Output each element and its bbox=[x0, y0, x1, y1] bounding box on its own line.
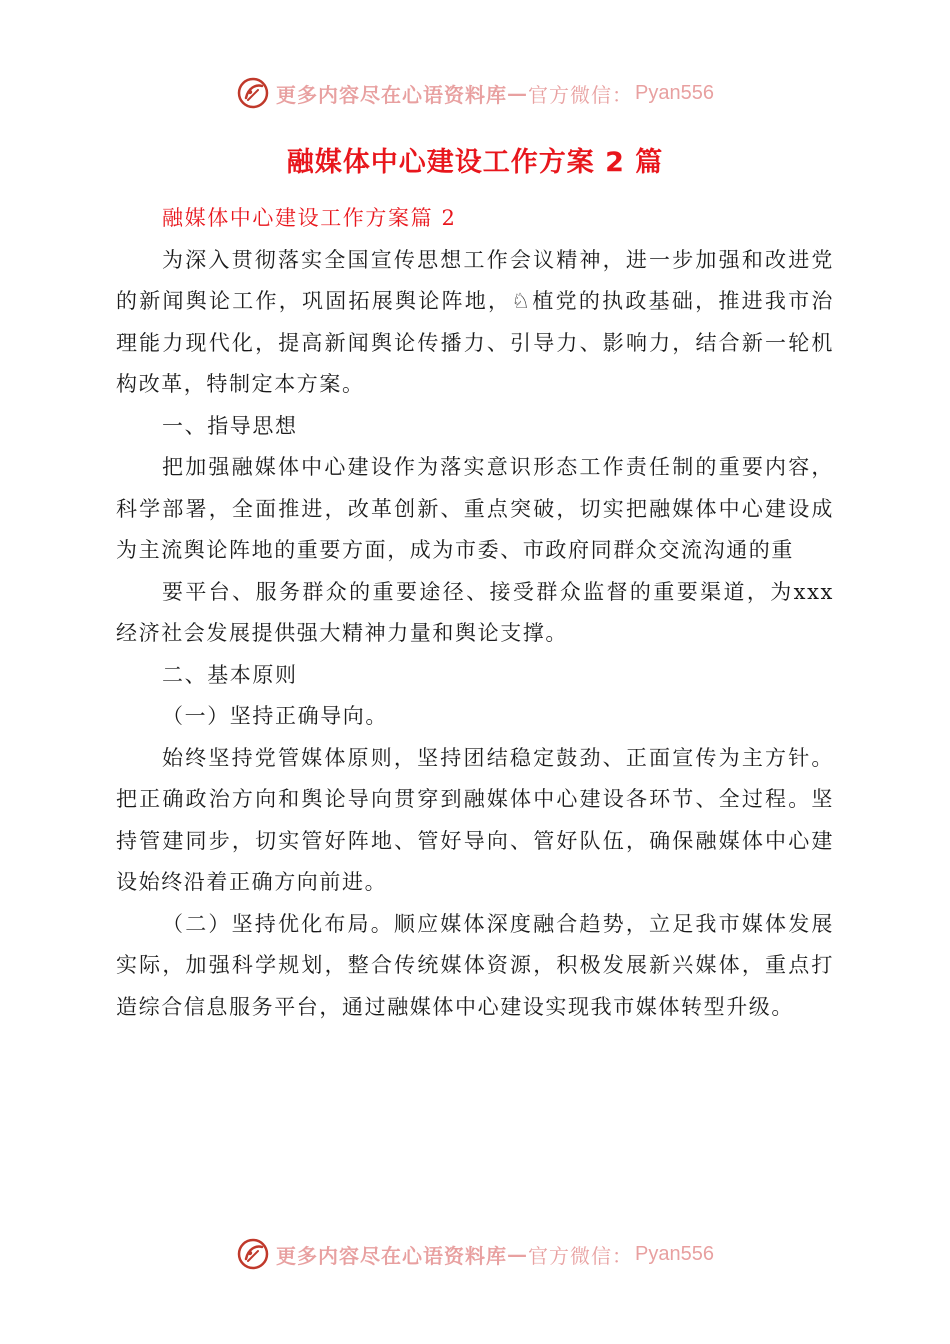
section-heading-guiding-ideology: 一、指导思想 bbox=[162, 413, 298, 438]
watermark-wechat-label: 官方微信： bbox=[528, 1243, 634, 1268]
paragraph-optimize-layout: （二）坚持优化布局。顺应媒体深度融合趋势，立足我市媒体发展实际，加强科学规划，整合传统媒体资源，积极发展新兴媒体，重点打造综合信息服务平台，通过融媒体中心建设实现我市媒体转型升级。 bbox=[116, 911, 834, 1019]
watermark-header bbox=[0, 76, 950, 110]
document-subtitle: 融媒体中心建设工作方案篇 2 bbox=[162, 206, 457, 230]
watermark-separator: — bbox=[507, 81, 529, 105]
section-heading-basic-principles: 二、基本原则 bbox=[162, 662, 298, 687]
document-body bbox=[116, 198, 834, 1028]
watermark-wechat-label: 官方微信： bbox=[528, 82, 634, 107]
paragraph-intro: 为深入贯彻落实全国宣传思想工作会议精神，进一步加强和改进党的新闻舆论工作，巩固拓展舆论阵地，♘植党的执政基础，推进我市治理能力现代化，提高新闻舆论传播力、引导力、影响力，结合新一轮机构改革，特制定本方案。 bbox=[116, 247, 834, 396]
paragraph-guiding-ideology-continued: 要平台、服务群众的重要途径、接受群众监督的重要渠道，为xxx 经济社会发展提供强大精神力量和舆论支撑。 bbox=[116, 579, 834, 645]
logo-icon bbox=[236, 76, 270, 110]
watermark-main-text: 更多内容尽在心语资料库 bbox=[276, 1243, 508, 1268]
watermark-wechat-id: Pyan556 bbox=[635, 81, 714, 104]
logo-icon bbox=[236, 1237, 270, 1271]
watermark-main-text: 更多内容尽在心语资料库 bbox=[276, 82, 508, 107]
watermark-wechat-id: Pyan556 bbox=[635, 1242, 714, 1265]
watermark-footer bbox=[0, 1237, 950, 1271]
watermark-separator: — bbox=[507, 1242, 529, 1266]
paragraph-guiding-ideology: 把加强融媒体中心建设作为落实意识形态工作责任制的重要内容，科学部署，全面推进，改革创新、重点突破，切实把融媒体中心建设成为主流舆论阵地的重要方面，成为市委、市政府同群众交流沟通的重 bbox=[116, 455, 834, 562]
subsection-heading-correct-direction: （一）坚持正确导向。 bbox=[162, 704, 388, 728]
document-title: 融媒体中心建设工作方案 2 篇 bbox=[286, 147, 664, 178]
paragraph-correct-direction: 始终坚持党管媒体原则，坚持团结稳定鼓劲、正面宣传为主方针。把正确政治方向和舆论导向贯穿到融媒体中心建设各环节、全过程。坚持管建同步，切实管好阵地、管好导向、管好队伍，确保融媒体中心建设始终沿着正确方向前进。 bbox=[116, 745, 834, 894]
